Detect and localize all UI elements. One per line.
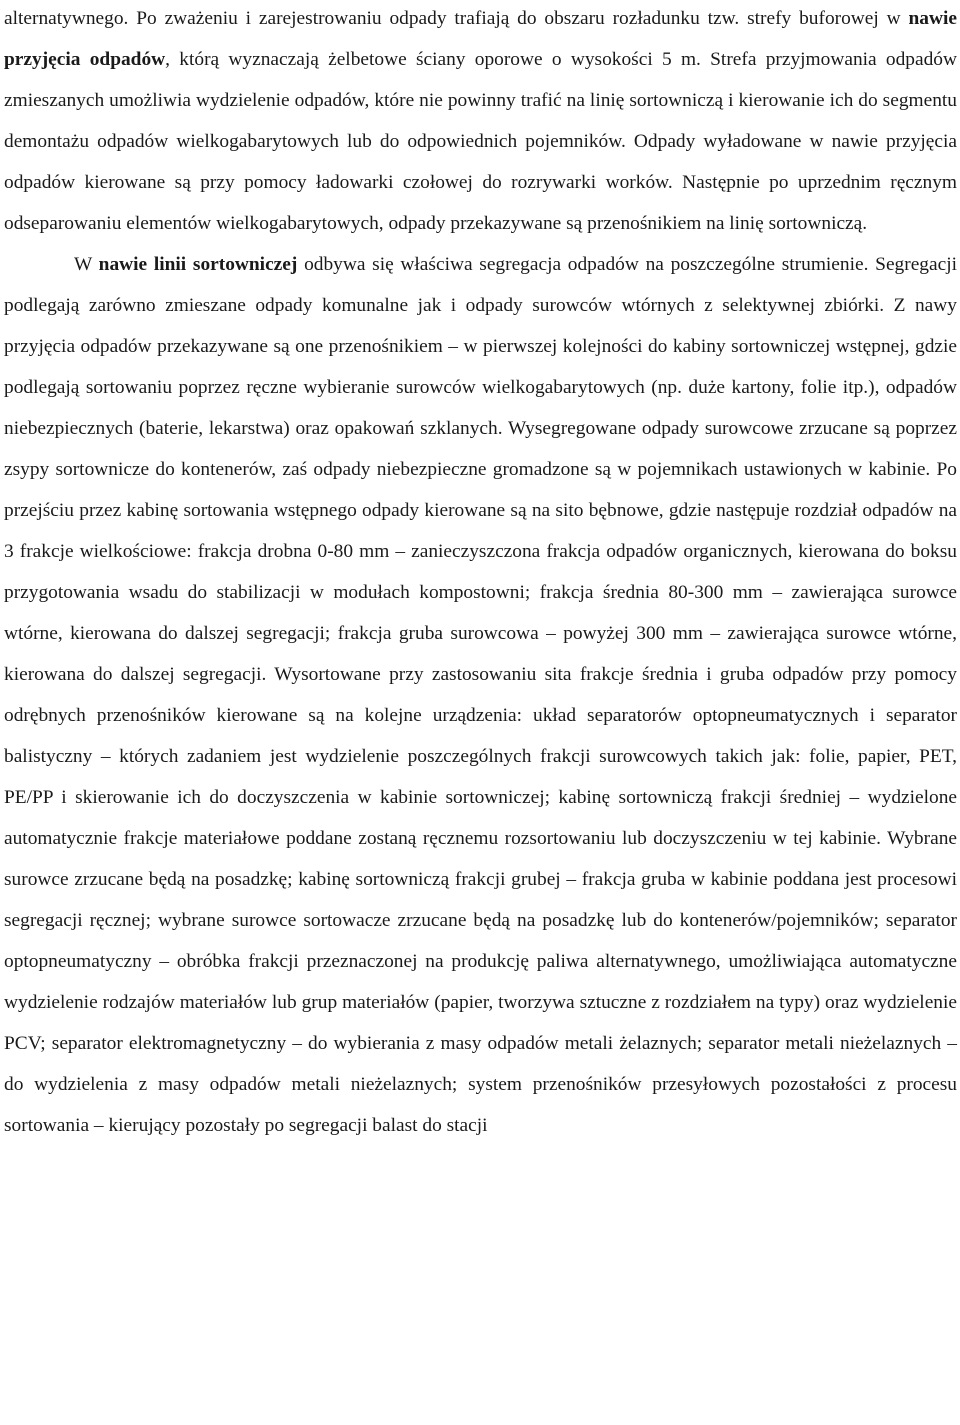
bold-term-nawa-przyjecia: nawie przyjęcia odpadów: [4, 8, 957, 70]
text-run: odbywa się właściwa segregacja odpadów na poszczególne strumienie. Segregacji podlegają zarówno zmieszane odpady komunalne jak i odpady surowców wtórnych z selektywnej zbiórki. Z nawy przyjęcia odpadów przekazywane są one przenośnikiem – w pierwszej kolejności do kabiny sortowniczej wstępnej, gdzie podlegają sortowaniu poprzez ręczne wybieranie surowców wielkogabarytowych (np. duże kartony, folie itp.), odpadów niebezpiecznych (baterie, lekarstwa) oraz opakowań szklanych. Wysegregowane odpady surowcowe zrzucane są poprzez zsypy sortownicze do kontenerów, zaś odpady niebezpieczne gromadzone są w pojemnikach ustawionych w kabinie. Po przejściu przez kabinę sortowania wstępnego odpady kierowane są na sito bębnowe, gdzie następuje rozdział odpadów na 3 frakcje wielkościowe: frakcja drobna 0-80 mm – zanieczyszczona frakcja odpadów organicznych, kierowana do boksu przygotowania wsadu do stabilizacji w modułach kompostowni; frakcja średnia 80-300 mm – zawierająca surowce wtórne, kierowana do dalszej segregacji; frakcja gruba surowcowa – powyżej 300 mm – zawierająca surowce wtórne, kierowana do dalszej segregacji. Wysortowane przy zastosowaniu sita frakcje średnia i gruba odpadów przy pomocy odrębnych przenośników kierowane są na kolejne urządzenia: układ separatorów optopneumatycznych i separator balistyczny – których zadaniem jest wydzielenie poszczególnych frakcji surowcowych takich jak: folie, papier, PET, PE/PP i skierowanie ich do doczyszczenia w kabinie sortowniczej; kabinę sortowniczą frakcji średniej – wydzielone automatycznie frakcje materiałowe poddane zostaną ręcznemu rozsortowaniu lub doczyszczeniu w tej kabinie. Wybrane surowce zrzucane będą na posadzkę; kabinę sortowniczą frakcji grubej – frakcja gruba w kabinie poddana jest procesowi segregacji ręcznej; wybrane surowce sortowacze zrzucane będą na posadzkę lub do kontenerów/pojemników; separator optopneumatyczny – obróbka frakcji przeznaczonej na produkcję paliwa alternatywnego, umożliwiająca automatyczne wydzielenie rodzajów materiałów lub grup materiałów (papier, tworzywa sztuczne z rozdziałem na typy) oraz wydzielenie PCV; separator elektromagnetyczny – do wybierania z masy odpadów metali żelaznych; separator metali nieżelaznych – do wydzielenia z masy odpadów metali nieżelaznych; system przenośników przesyłowych pozostałości z procesu sortowania – kierujący pozostały po segregacji balast do stacji: [4, 254, 957, 1136]
paragraph-2: [4, 244, 957, 1146]
bold-term-nawa-linii-sortowniczej: nawie linii sortowniczej: [98, 254, 298, 275]
document-page: [4, 0, 957, 1146]
text-run: , którą wyznaczają żelbetowe ściany oporowe o wysokości 5 m. Strefa przyjmowania odpadów zmieszanych umożliwia wydzielenie odpadów, które nie powinny trafić na linię sortowniczą i kierowanie ich do segmentu demontażu odpadów wielkogabarytowych lub do odpowiednich pojemników. Odpady wyładowane w nawie przyjęcia odpadów kierowane są przy pomocy ładowarki czołowej do rozrywarki worków. Następnie po uprzednim ręcznym odseparowaniu elementów wielkogabarytowych, odpady przekazywane są przenośnikiem na linię sortowniczą.: [4, 49, 957, 234]
paragraph-1: [4, 0, 957, 244]
text-run: alternatywnego. Po zważeniu i zarejestrowaniu odpady trafiają do obszaru rozładunku tzw. strefy buforowej w: [4, 8, 909, 29]
text-run: W: [74, 254, 99, 275]
